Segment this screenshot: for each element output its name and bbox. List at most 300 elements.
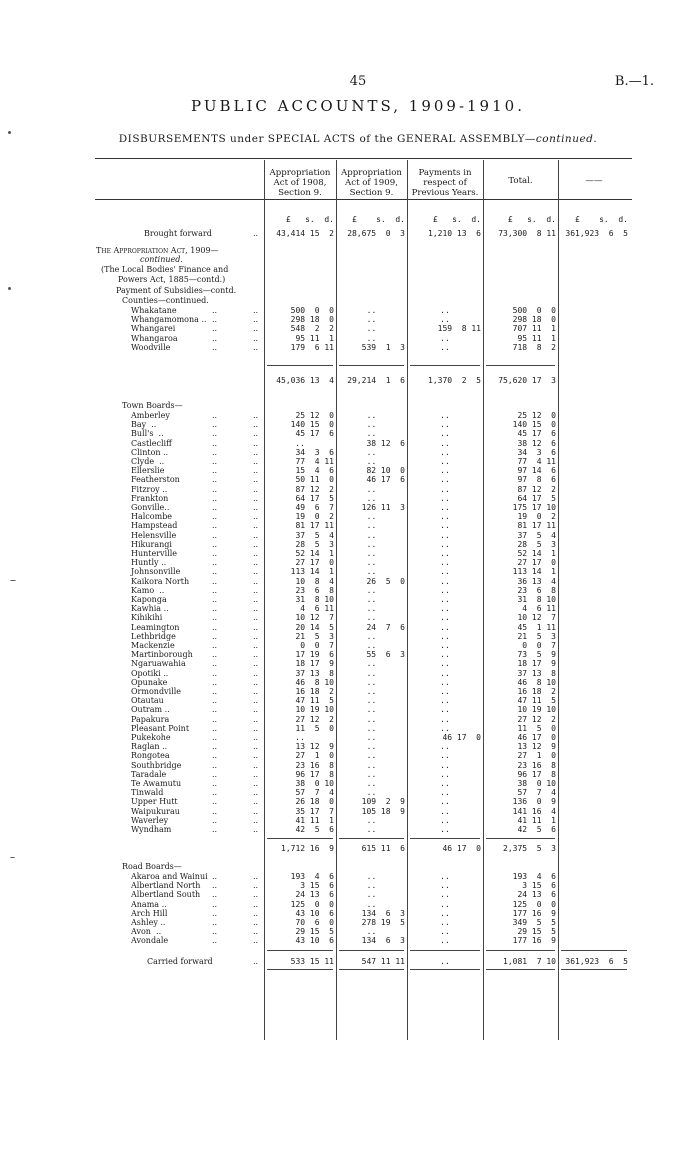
table-cell: 52 14 1 xyxy=(517,549,556,558)
leader-dots: .. xyxy=(212,742,218,752)
row-label: Arch Hill xyxy=(131,908,168,918)
table-cell: 193 4 6 xyxy=(512,872,556,881)
subtotal-rule xyxy=(339,365,404,366)
table-cell: 43 10 6 xyxy=(295,936,334,946)
table-cell: 500 0 0 xyxy=(290,306,334,315)
row-label: Papakura xyxy=(131,714,170,724)
table-cell: .. xyxy=(295,438,305,448)
table-cell: 179 6 11 xyxy=(290,342,334,352)
table-cell: 141 16 4 xyxy=(512,806,556,816)
leader-dots: .. xyxy=(253,918,259,927)
page-number: 45 xyxy=(349,74,367,89)
leader-dots: .. xyxy=(212,705,218,715)
table-cell: .. xyxy=(440,742,450,752)
leader-dots: .. xyxy=(212,788,218,798)
table-cell: 43 10 6 xyxy=(295,908,334,918)
table-cell: 34 3 6 xyxy=(517,447,556,457)
table-cell: 533 15 11 xyxy=(290,957,334,966)
leader-dots: .. xyxy=(212,429,218,439)
leader-dots: .. xyxy=(253,760,259,770)
table-cell: 45 1 11 xyxy=(517,622,556,632)
table-cell: 361,923 6 5 xyxy=(565,229,628,238)
row-label: Wyndham xyxy=(131,825,172,834)
table-cell: .. xyxy=(366,306,377,315)
row-label: Tinwald xyxy=(131,788,164,798)
leader-dots: .. xyxy=(253,668,259,678)
table-cell: 10 19 10 xyxy=(517,705,556,715)
subtotal-rule xyxy=(410,838,480,839)
leader-dots: .. xyxy=(212,890,218,900)
table-cell: .. xyxy=(440,411,450,420)
table-cell: 23 6 8 xyxy=(295,585,334,595)
table-cell: .. xyxy=(440,493,450,503)
table-cell: 11 5 0 xyxy=(517,723,556,733)
leader-dots: .. xyxy=(212,733,218,742)
leader-dots: .. xyxy=(253,512,259,522)
table-cell: 49 6 7 xyxy=(295,503,334,512)
leader-dots: .. xyxy=(253,779,259,788)
table-cell: 134 6 3 xyxy=(361,936,405,946)
leader-dots: .. xyxy=(253,659,259,669)
table-cell: .. xyxy=(440,503,450,512)
table-cell: 615 11 6 xyxy=(361,844,405,853)
subtotal-rule xyxy=(267,838,333,839)
leader-dots: .. xyxy=(253,714,259,724)
leader-dots: .. xyxy=(253,769,259,779)
row-label: Anama .. xyxy=(131,899,167,909)
row-label: Hikurangi xyxy=(131,539,172,549)
table-cell: 82 10 0 xyxy=(366,466,405,476)
table-cell: .. xyxy=(366,447,377,457)
table-cell: 4 6 11 xyxy=(300,604,334,614)
leader-dots: .. xyxy=(253,631,259,641)
leader-dots: .. xyxy=(253,585,259,595)
table-cell: .. xyxy=(440,539,450,549)
row-label: Whangarei xyxy=(131,324,176,334)
table-cell: £ s. d. xyxy=(507,215,556,224)
column-header: —— xyxy=(585,176,603,186)
table-cell: 95 11 1 xyxy=(295,333,334,343)
table-cell: .. xyxy=(366,411,377,420)
table-cell: 28,675 0 3 xyxy=(347,229,405,238)
leader-dots: .. xyxy=(253,539,259,549)
row-label: Halcombe xyxy=(131,512,173,522)
table-cell: 46 8 10 xyxy=(295,677,334,687)
table-cell: 41 11 1 xyxy=(295,815,334,825)
table-cell: 64 17 5 xyxy=(295,493,334,503)
table-cell: .. xyxy=(440,438,450,448)
leader-dots: .. xyxy=(212,936,218,946)
row-label: Opotiki .. xyxy=(131,668,169,678)
table-cell: 547 11 11 xyxy=(361,957,405,966)
table-cell: 136 0 9 xyxy=(512,797,556,807)
table-cell: .. xyxy=(366,760,377,770)
table-cell: 24 13 6 xyxy=(295,890,334,900)
subtotal-rule xyxy=(561,950,627,951)
row-label: Road Boards— xyxy=(122,862,182,871)
table-cell: .. xyxy=(366,530,377,540)
table-cell: 55 6 3 xyxy=(366,650,405,660)
leader-dots: .. xyxy=(212,797,218,807)
row-label: Otautau xyxy=(131,696,164,706)
table-cell: .. xyxy=(366,315,377,325)
leader-dots: .. xyxy=(212,466,218,476)
row-label: Mackenzie xyxy=(131,641,175,650)
table-cell: 27 17 0 xyxy=(295,558,334,568)
row-label: Castlecliff xyxy=(131,438,172,448)
table-cell: 45 17 6 xyxy=(517,429,556,439)
row-label: Kamo .. xyxy=(131,585,165,595)
table-cell: .. xyxy=(366,324,377,334)
table-cell: 36 13 4 xyxy=(517,576,556,586)
table-cell: 70 6 0 xyxy=(295,918,334,927)
leader-dots: .. xyxy=(253,484,259,494)
table-cell: 52 14 1 xyxy=(295,549,334,558)
leader-dots: .. xyxy=(212,411,218,420)
table-cell: .. xyxy=(440,558,450,568)
table-cell: .. xyxy=(440,457,450,466)
table-cell: .. xyxy=(366,595,377,604)
leader-dots: .. xyxy=(212,475,218,485)
table-cell: 13 12 9 xyxy=(295,742,334,752)
table-cell: 19 0 2 xyxy=(517,512,556,522)
leader-dots: .. xyxy=(212,899,218,909)
table-cell: .. xyxy=(440,957,450,966)
leader-dots: .. xyxy=(253,815,259,825)
table-cell: 134 6 3 xyxy=(361,908,405,918)
row-label: (The Local Bodies' Finance and xyxy=(101,265,229,274)
column-header: Payments in respect of Previous Years. xyxy=(411,168,479,198)
page-title: PUBLIC ACCOUNTS, 1909-1910. xyxy=(191,97,525,115)
leader-dots: .. xyxy=(212,503,218,512)
table-cell: £ s. d. xyxy=(575,215,628,224)
leader-dots: .. xyxy=(212,595,218,604)
table-cell: .. xyxy=(440,650,450,660)
table-cell: 16 18 2 xyxy=(517,687,556,696)
table-cell: 45,036 13 4 xyxy=(276,376,334,385)
table-cell: .. xyxy=(440,825,450,834)
table-cell: 718 8 2 xyxy=(512,342,556,352)
leader-dots: .. xyxy=(212,484,218,494)
table-cell: 46 17 0 xyxy=(517,733,556,742)
leader-dots: .. xyxy=(212,622,218,632)
subtotal-rule xyxy=(267,969,333,970)
row-label: Whangamomona .. xyxy=(131,315,207,325)
subtotal-rule xyxy=(339,969,404,970)
table-cell: 10 12 7 xyxy=(517,613,556,623)
table-cell: .. xyxy=(366,881,377,891)
table-cell: 38 12 6 xyxy=(517,438,556,448)
table-cell: 28 5 3 xyxy=(517,539,556,549)
table-cell: .. xyxy=(440,788,450,798)
row-label: Kawhia .. xyxy=(131,604,169,614)
row-label: Whakatane xyxy=(131,306,177,315)
table-cell: 193 4 6 xyxy=(290,872,334,881)
row-label: Helensville xyxy=(131,530,177,540)
row-label: Kaponga xyxy=(131,595,167,604)
table-cell: 177 16 9 xyxy=(512,936,556,946)
leader-dots: .. xyxy=(212,677,218,687)
table-cell: 175 17 10 xyxy=(512,503,556,512)
leader-dots: .. xyxy=(253,438,259,448)
subtotal-rule xyxy=(410,969,480,970)
table-cell: 113 14 1 xyxy=(290,567,334,577)
leader-dots: .. xyxy=(212,306,218,315)
leader-dots: .. xyxy=(212,342,218,352)
subtotal-rule xyxy=(486,950,555,951)
subtitle-main: DISBURSEMENTS under SPECIAL ACTS of the GENERAL ASSEMBLY— xyxy=(118,133,536,145)
leader-dots: .. xyxy=(253,696,259,706)
table-cell: 548 2 2 xyxy=(290,324,334,334)
column-header: Appropriation Act of 1909, Section 9. xyxy=(341,168,402,198)
table-cell: 73 5 9 xyxy=(517,650,556,660)
leader-dots: .. xyxy=(253,411,259,420)
table-cell: 26 5 0 xyxy=(366,576,405,586)
table-cell: .. xyxy=(440,567,450,577)
row-label: Pukekohe xyxy=(131,733,171,742)
leader-dots: .. xyxy=(212,576,218,586)
table-cell: .. xyxy=(440,696,450,706)
table-cell: 125 0 0 xyxy=(512,899,556,909)
row-label: Albertland North xyxy=(131,881,201,891)
table-cell: .. xyxy=(440,549,450,558)
leader-dots: .. xyxy=(212,493,218,503)
table-cell: .. xyxy=(440,333,450,343)
table-cell: 16 18 2 xyxy=(295,687,334,696)
row-label: Fitzroy .. xyxy=(131,484,168,494)
leader-dots: .. xyxy=(212,585,218,595)
table-cell: 11 5 0 xyxy=(295,723,334,733)
table-cell: 349 5 5 xyxy=(512,918,556,927)
row-label: Avondale xyxy=(131,936,169,946)
table-cell: .. xyxy=(440,466,450,476)
row-label: Frankton xyxy=(131,493,169,503)
row-label: Raglan .. xyxy=(131,742,168,752)
table-cell: .. xyxy=(366,521,377,531)
table-cell: .. xyxy=(440,890,450,900)
table-cell: .. xyxy=(440,687,450,696)
table-cell: .. xyxy=(440,429,450,439)
column-rule xyxy=(558,160,559,1040)
table-cell: .. xyxy=(366,512,377,522)
row-label: Clinton .. xyxy=(131,447,169,457)
table-cell: .. xyxy=(366,927,377,937)
subtotal-rule xyxy=(267,365,333,366)
table-cell: .. xyxy=(366,779,377,788)
subtotal-rule xyxy=(486,969,555,970)
table-cell: 21 5 3 xyxy=(517,631,556,641)
leader-dots: .. xyxy=(212,558,218,568)
row-label: Hampstead xyxy=(131,521,178,531)
leader-dots: .. xyxy=(212,687,218,696)
leader-dots: .. xyxy=(253,457,259,466)
table-cell: 177 16 9 xyxy=(512,908,556,918)
leader-dots: .. xyxy=(253,957,259,966)
row-label: Martinborough xyxy=(131,650,193,660)
table-cell: .. xyxy=(440,881,450,891)
table-cell: .. xyxy=(440,769,450,779)
table-cell: 20 14 5 xyxy=(295,622,334,632)
column-header: Appropriation Act of 1908, Section 9. xyxy=(269,168,331,198)
leader-dots: .. xyxy=(253,420,259,430)
row-label: Featherston xyxy=(131,475,180,485)
leader-dots: .. xyxy=(253,872,259,881)
table-cell: .. xyxy=(366,333,377,343)
table-cell: 96 17 8 xyxy=(517,769,556,779)
row-label: Huntly .. xyxy=(131,558,167,568)
leader-dots: .. xyxy=(212,315,218,325)
table-cell: 10 12 7 xyxy=(295,613,334,623)
table-cell: .. xyxy=(366,585,377,595)
table-cell: 1,370 2 5 xyxy=(428,376,481,385)
leader-dots: .. xyxy=(212,438,218,448)
row-label: Waverley xyxy=(131,815,169,825)
row-label: The Appropriation Act, 1909— xyxy=(96,246,219,255)
table-cell: .. xyxy=(366,899,377,909)
table-cell: 298 18 0 xyxy=(512,315,556,325)
table-cell: 2,375 5 3 xyxy=(503,844,556,853)
table-cell: .. xyxy=(440,705,450,715)
leader-dots: .. xyxy=(212,769,218,779)
table-cell: 24 7 6 xyxy=(366,622,405,632)
table-cell: .. xyxy=(440,613,450,623)
table-cell: 77 4 11 xyxy=(295,457,334,466)
table-cell: .. xyxy=(440,908,450,918)
table-cell: 23 6 8 xyxy=(517,585,556,595)
table-cell: 21 5 3 xyxy=(295,631,334,641)
table-cell: £ s. d. xyxy=(285,215,334,224)
table-cell: .. xyxy=(440,475,450,485)
row-label: Johnsonville xyxy=(131,567,181,577)
margin-speck xyxy=(10,857,15,858)
table-cell: .. xyxy=(366,604,377,614)
table-cell: 77 4 11 xyxy=(517,457,556,466)
row-label: Lethbridge xyxy=(131,631,176,641)
leader-dots: .. xyxy=(212,604,218,614)
table-cell: 31 8 10 xyxy=(295,595,334,604)
row-label: Leamington xyxy=(131,622,180,632)
table-header-rule xyxy=(95,199,632,200)
table-cell: .. xyxy=(366,613,377,623)
row-label: Southbridge xyxy=(131,760,182,770)
row-label: Waipukurau xyxy=(131,806,180,816)
table-cell: .. xyxy=(366,668,377,678)
table-cell: 31 8 10 xyxy=(517,595,556,604)
table-cell: 18 17 9 xyxy=(295,659,334,669)
table-cell: 41 11 1 xyxy=(517,815,556,825)
leader-dots: .. xyxy=(253,742,259,752)
table-cell: 4 6 11 xyxy=(522,604,556,614)
table-cell: £ s. d. xyxy=(432,215,481,224)
table-cell: .. xyxy=(366,714,377,724)
table-cell: .. xyxy=(366,539,377,549)
row-label: Ormondville xyxy=(131,687,181,696)
table-cell: 126 11 3 xyxy=(361,503,405,512)
table-cell: 125 0 0 xyxy=(290,899,334,909)
table-cell: .. xyxy=(440,576,450,586)
table-cell: 46 17 0 xyxy=(442,733,481,742)
leader-dots: .. xyxy=(253,825,259,834)
row-label: Bay .. xyxy=(131,420,157,430)
table-cell: .. xyxy=(366,788,377,798)
table-cell: 15 4 6 xyxy=(295,466,334,476)
row-label: Ngaruawahia xyxy=(131,659,186,669)
leader-dots: .. xyxy=(212,825,218,834)
leader-dots: .. xyxy=(212,631,218,641)
leader-dots: .. xyxy=(253,751,259,761)
leader-dots: .. xyxy=(212,918,218,927)
table-cell: £ s. d. xyxy=(352,215,405,224)
leader-dots: .. xyxy=(253,936,259,946)
table-cell: .. xyxy=(440,668,450,678)
row-label: Carried forward xyxy=(147,957,213,966)
table-cell: 47 11 5 xyxy=(517,696,556,706)
table-cell: .. xyxy=(440,751,450,761)
leader-dots: .. xyxy=(212,457,218,466)
leader-dots: .. xyxy=(253,447,259,457)
table-top-rule xyxy=(95,158,632,159)
column-rule xyxy=(264,160,265,1040)
table-cell: .. xyxy=(440,420,450,430)
table-cell: 27 1 0 xyxy=(295,751,334,761)
table-cell: 10 8 4 xyxy=(295,576,334,586)
column-rule xyxy=(336,160,337,1040)
table-cell: .. xyxy=(366,457,377,466)
table-cell: .. xyxy=(366,742,377,752)
table-cell: 0 0 7 xyxy=(522,641,556,650)
subtotal-rule xyxy=(410,365,480,366)
table-cell: 1,081 7 10 xyxy=(503,957,556,966)
leader-dots: .. xyxy=(212,567,218,577)
table-cell: 95 11 1 xyxy=(517,333,556,343)
table-cell: .. xyxy=(366,493,377,503)
leader-dots: .. xyxy=(212,420,218,430)
leader-dots: .. xyxy=(212,530,218,540)
table-cell: .. xyxy=(440,622,450,632)
leader-dots: .. xyxy=(212,549,218,558)
table-cell: .. xyxy=(440,641,450,650)
table-cell: .. xyxy=(366,733,377,742)
table-cell: .. xyxy=(366,677,377,687)
table-cell: 0 0 7 xyxy=(300,641,334,650)
leader-dots: .. xyxy=(212,723,218,733)
table-cell: 35 17 7 xyxy=(295,806,334,816)
table-cell: 159 8 11 xyxy=(437,324,481,334)
leader-dots: .. xyxy=(212,714,218,724)
leader-dots: .. xyxy=(212,751,218,761)
leader-dots: .. xyxy=(212,512,218,522)
row-label: Woodville xyxy=(131,342,171,352)
table-cell: .. xyxy=(366,420,377,430)
page-reference: B.—1. xyxy=(614,74,654,89)
leader-dots: .. xyxy=(253,493,259,503)
leader-dots: .. xyxy=(212,333,218,343)
column-header: Total. xyxy=(508,176,533,186)
table-cell: .. xyxy=(440,315,450,325)
row-label: Avon .. xyxy=(131,927,162,937)
leader-dots: .. xyxy=(212,815,218,825)
table-cell: .. xyxy=(440,512,450,522)
leader-dots: .. xyxy=(253,324,259,334)
row-label: Counties—continued. xyxy=(122,296,209,305)
leader-dots: .. xyxy=(212,650,218,660)
table-cell: 46 17 0 xyxy=(442,844,481,853)
table-cell: .. xyxy=(366,872,377,881)
leader-dots: .. xyxy=(253,733,259,742)
row-label: Albertland South xyxy=(131,890,201,900)
margin-speck xyxy=(10,580,16,581)
leader-dots: .. xyxy=(253,908,259,918)
